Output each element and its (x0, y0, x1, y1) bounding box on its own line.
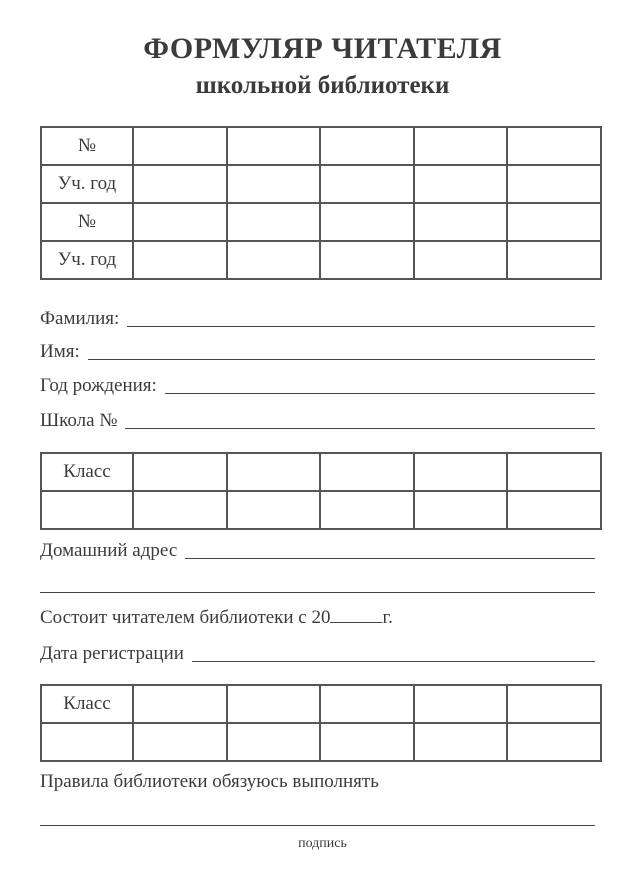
cell[interactable] (227, 685, 321, 723)
signature-line[interactable] (40, 825, 595, 826)
school-label: Школа № (40, 410, 118, 431)
cell[interactable] (227, 241, 321, 279)
cell[interactable] (133, 453, 227, 491)
cell[interactable] (414, 453, 508, 491)
registration-date-label: Дата регистрации (40, 643, 184, 664)
table-row (41, 241, 601, 279)
member-since (40, 607, 393, 629)
cell[interactable] (507, 685, 601, 723)
cell[interactable] (507, 203, 601, 241)
rules-statement: Правила библиотеки обязуюсь выполнять (40, 771, 379, 792)
table-row (41, 203, 601, 241)
cell[interactable] (227, 491, 321, 529)
cell[interactable] (133, 127, 227, 165)
form-subtitle: школьной библиотеки (195, 72, 450, 99)
cell[interactable] (227, 203, 321, 241)
cell[interactable] (507, 491, 601, 529)
cell[interactable] (320, 685, 414, 723)
name-label: Имя: (40, 341, 80, 362)
cell[interactable] (414, 165, 508, 203)
address-input[interactable] (185, 558, 595, 559)
member-since-year-input[interactable] (330, 622, 382, 623)
cell[interactable] (414, 127, 508, 165)
address-input-line-2[interactable] (40, 592, 595, 593)
cell[interactable] (507, 165, 601, 203)
cell[interactable] (414, 203, 508, 241)
cell[interactable] (507, 453, 601, 491)
birth-year-label: Год рождения: (40, 375, 157, 396)
surname-input[interactable] (127, 326, 595, 327)
class-label: Класс (41, 685, 133, 723)
member-since-label: Состоит читателем библиотеки с 20 (40, 607, 331, 628)
row-label: № (41, 127, 133, 165)
cell[interactable] (133, 165, 227, 203)
cell[interactable] (320, 491, 414, 529)
cell[interactable] (320, 723, 414, 761)
cell[interactable] (320, 127, 414, 165)
cell[interactable] (133, 241, 227, 279)
cell[interactable] (320, 241, 414, 279)
cell[interactable] (507, 241, 601, 279)
name-field (40, 339, 595, 363)
cell[interactable] (320, 203, 414, 241)
registration-date-input[interactable] (192, 661, 595, 662)
form-title: ФОРМУЛЯР ЧИТАТЕЛЯ (143, 32, 502, 65)
address-field (40, 538, 595, 562)
cell[interactable] (133, 723, 227, 761)
surname-label: Фамилия: (40, 308, 120, 329)
cell[interactable] (320, 453, 414, 491)
table-row (41, 165, 601, 203)
class-table-1 (40, 452, 602, 530)
table-row (41, 453, 601, 491)
cell[interactable] (41, 491, 133, 529)
school-input[interactable] (125, 428, 595, 429)
signature-label: подпись (298, 836, 347, 851)
cell[interactable] (227, 723, 321, 761)
cell[interactable] (320, 165, 414, 203)
year-suffix: г. (382, 607, 393, 628)
class-table-2 (40, 684, 602, 762)
cell[interactable] (414, 241, 508, 279)
birth-year-field (40, 373, 595, 397)
cell[interactable] (41, 723, 133, 761)
class-label: Класс (41, 453, 133, 491)
table-row (41, 491, 601, 529)
cell[interactable] (507, 127, 601, 165)
table-row (41, 127, 601, 165)
school-field (40, 408, 595, 432)
cell[interactable] (507, 723, 601, 761)
surname-field (40, 306, 595, 330)
birth-year-input[interactable] (165, 393, 595, 394)
cell[interactable] (133, 491, 227, 529)
table-row (41, 685, 601, 723)
cell[interactable] (133, 685, 227, 723)
cell[interactable] (414, 685, 508, 723)
cell[interactable] (414, 491, 508, 529)
registration-date-field (40, 641, 595, 665)
cell[interactable] (414, 723, 508, 761)
name-input[interactable] (88, 359, 595, 360)
cell[interactable] (227, 127, 321, 165)
row-label: Уч. год (41, 165, 133, 203)
number-year-table (40, 126, 602, 280)
address-label: Домашний адрес (40, 540, 178, 561)
cell[interactable] (227, 165, 321, 203)
cell[interactable] (133, 203, 227, 241)
table-row (41, 723, 601, 761)
cell[interactable] (227, 453, 321, 491)
row-label: № (41, 203, 133, 241)
row-label: Уч. год (41, 241, 133, 279)
